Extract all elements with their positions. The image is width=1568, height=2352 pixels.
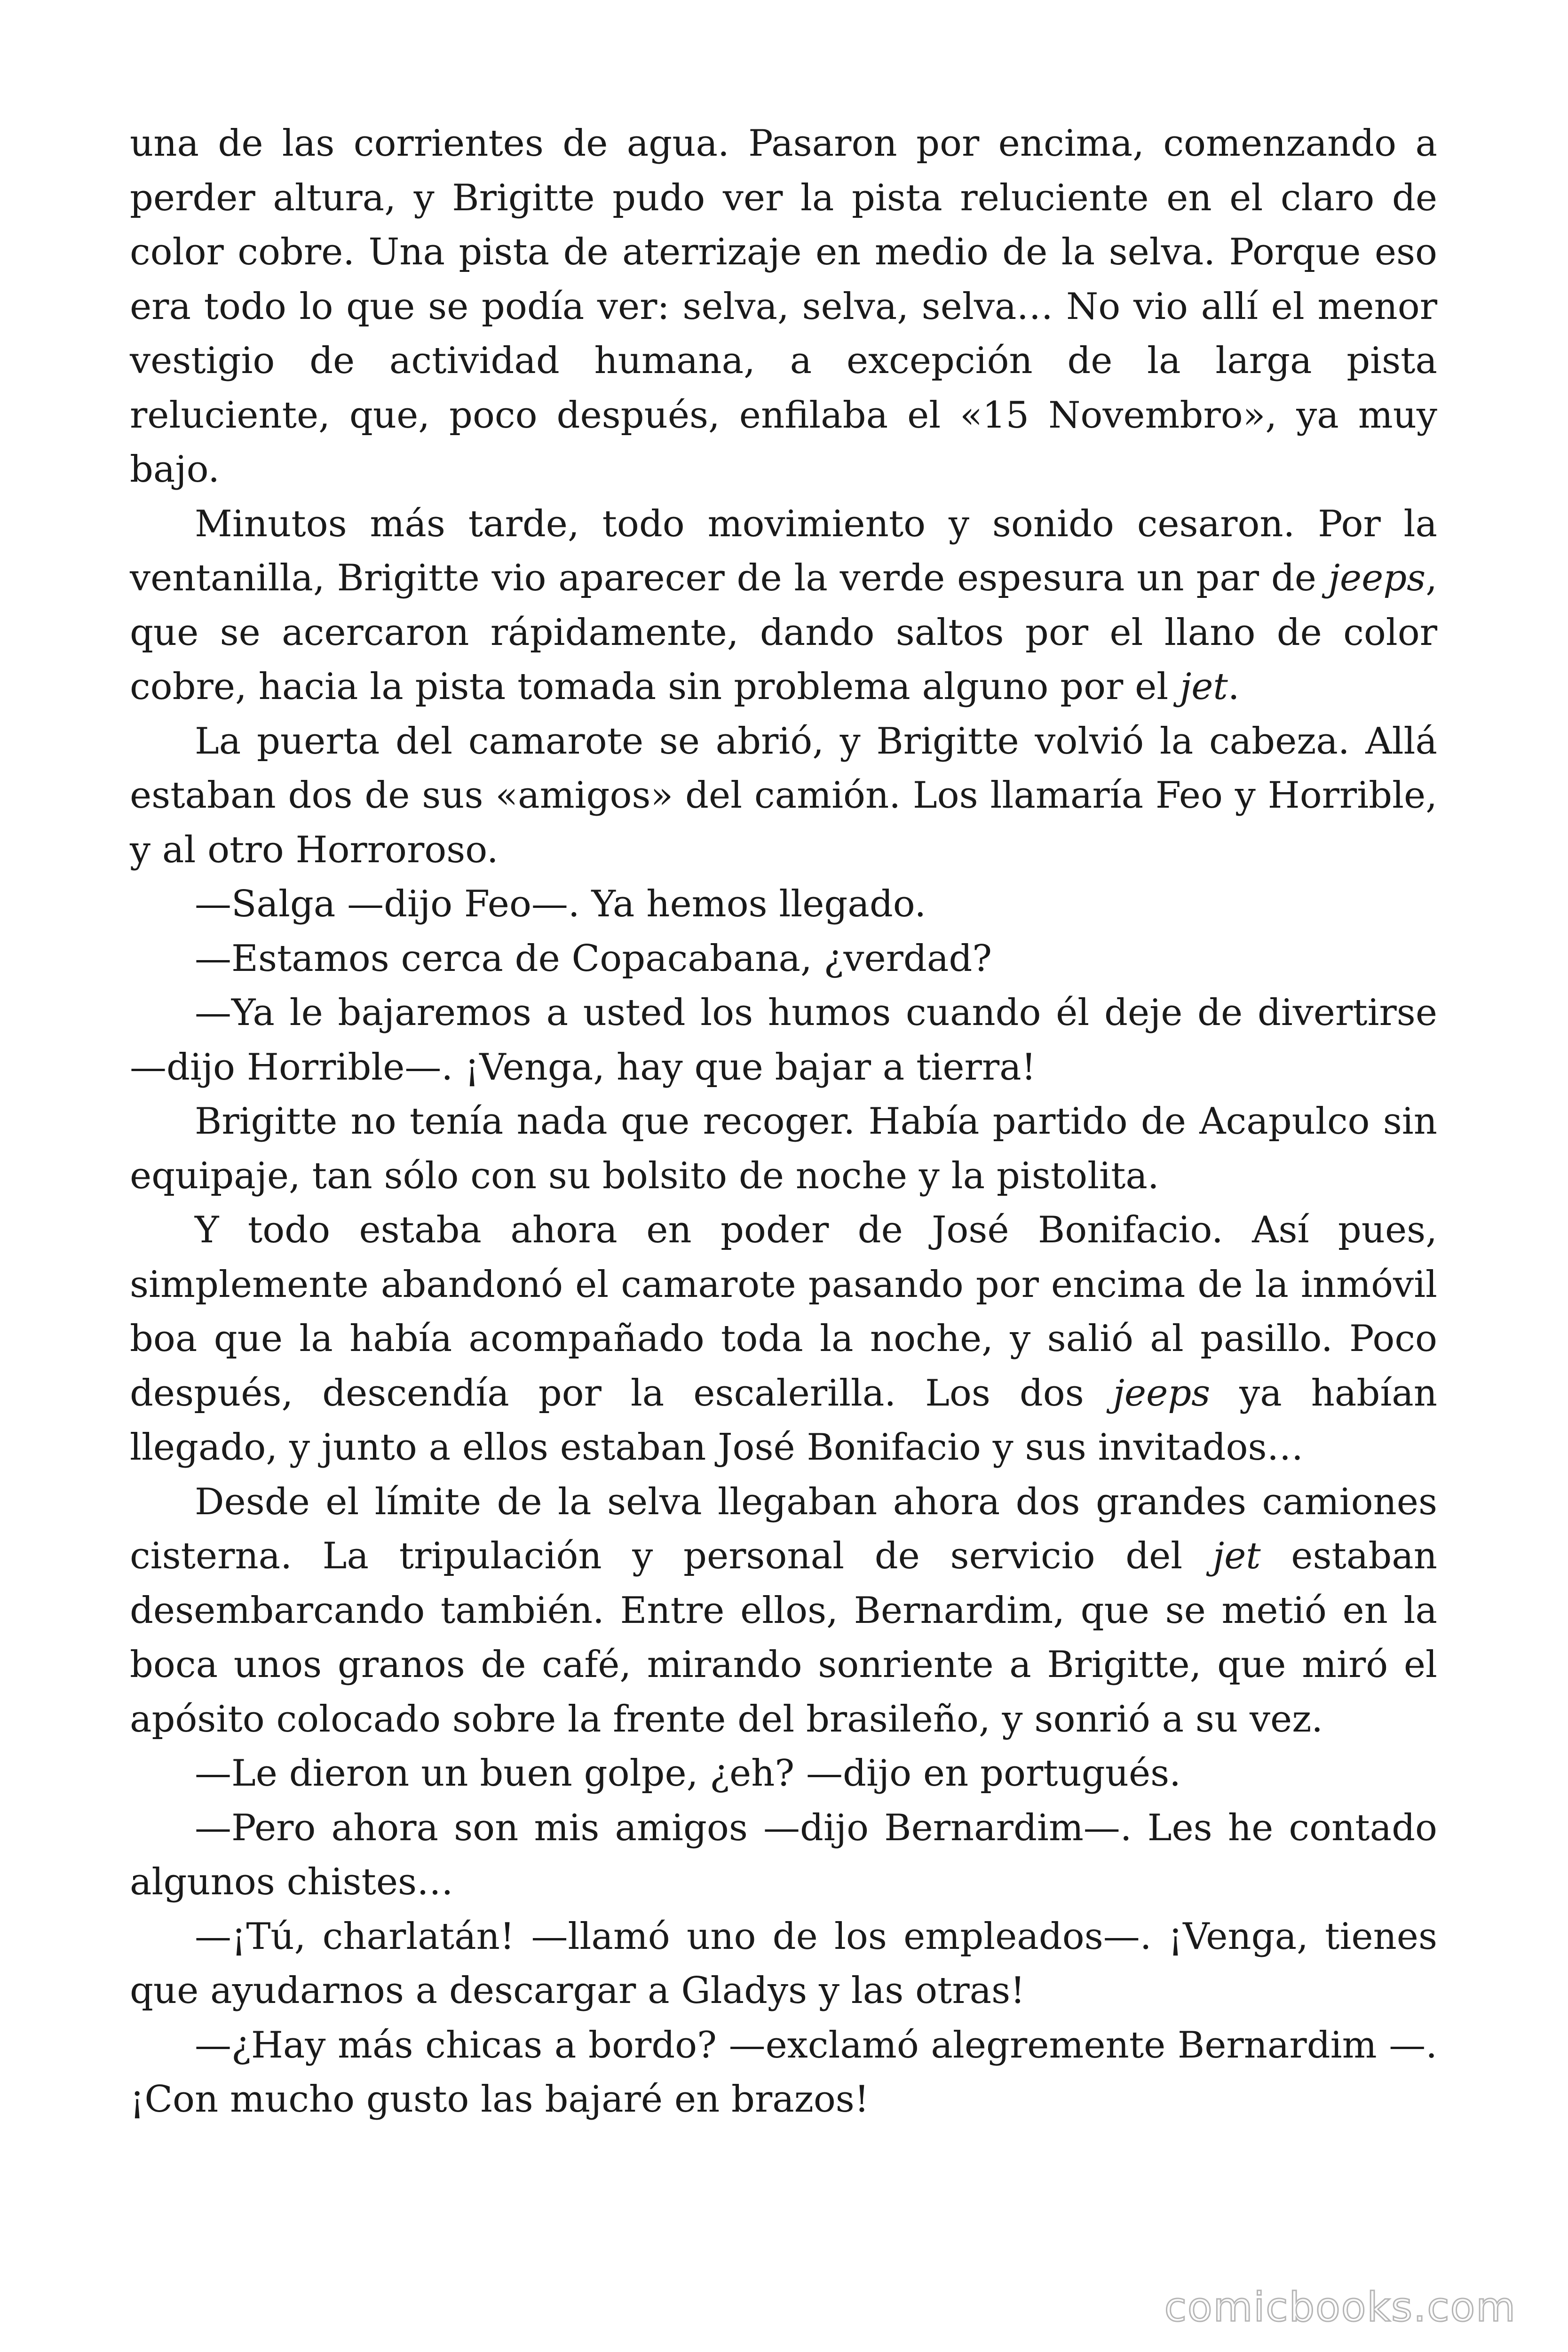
paragraph-7 (130, 1095, 1437, 1203)
text-run: . (1227, 666, 1240, 708)
text-run: , que se acercaron rápidamente, dando saltos por el llano de color cobre, hacia la pista tomada sin problema alguno por el (130, 557, 1437, 708)
italic-run: jet (1212, 1535, 1261, 1577)
paragraph-8 (130, 1203, 1437, 1475)
paragraph-1 (130, 117, 1437, 497)
text-run: La puerta del camarote se abrió, y Brigitte volvió la cabeza. Allá estaban dos de sus «amigos» del camión. Los llamaría Feo y Horrible, y al otro Horroroso. (130, 720, 1437, 871)
paragraph-2 (130, 497, 1437, 715)
text-run: —Salga —dijo Feo—. Ya hemos llegado. (195, 883, 927, 925)
text-run: —Le dieron un buen golpe, ¿eh? —dijo en portugués. (195, 1752, 1181, 1795)
paragraph-4 (130, 877, 1437, 932)
paragraph-13 (130, 2018, 1437, 2127)
text-run: una de las corrientes de agua. Pasaron por encima, comenzando a perder altura, y Brigitte pudo ver la pista reluciente en el claro de color cobre. Una pista de aterrizaje en medio de la selva. Porque eso era todo lo que se podía ver: selva, selva, selva… No vio allí el menor vestigio de actividad humana, a excepción de la larga pista reluciente, que, poco después, enfilaba el «15 Novembro», ya muy bajo. (130, 122, 1437, 491)
text-run: Y todo estaba ahora en poder de José Bonifacio. Así pues, simplemente abandonó el camarote pasando por encima de la inmóvil boa que la había acompañado toda la noche, y salió al pasillo. Poco después, descendía por la escalerilla. Los dos (130, 1209, 1437, 1414)
watermark: comicbooks.com (1164, 2284, 1516, 2331)
text-run: —¿Hay más chicas a bordo? —exclamó alegremente Bernardim —. ¡Con mucho gusto las bajaré en brazos! (130, 2024, 1437, 2121)
paragraph-6 (130, 986, 1437, 1095)
text-run: Brigitte no tenía nada que recoger. Había partido de Acapulco sin equipaje, tan sólo con su bolsito de noche y la pistolita. (130, 1100, 1437, 1197)
text-run: —Pero ahora son mis amigos —dijo Bernardim—. Les he contado algunos chistes… (130, 1806, 1437, 1903)
italic-run: jet (1180, 666, 1228, 708)
text-run: ya habían llegado, y junto a ellos estaban José Bonifacio y sus invitados… (130, 1372, 1438, 1469)
paragraph-10 (130, 1747, 1437, 1801)
text-run: estaban desembarcando también. Entre ellos, Bernardim, que se metió en la boca unos granos de café, mirando sonriente a Brigitte, que miró el apósito colocado sobre la frente del brasileño, y sonrió a su vez. (130, 1535, 1437, 1740)
text-run: —¡Tú, charlatán! —llamó uno de los empleados—. ¡Venga, tienes que ayudarnos a descargar a Gladys y las otras! (130, 1915, 1437, 2012)
text-run: —Ya le bajaremos a usted los humos cuando él deje de divertirse —dijo Horrible—. ¡Venga, hay que bajar a tierra! (130, 992, 1437, 1089)
paragraph-3 (130, 715, 1437, 878)
text-run: —Estamos cerca de Copacabana, ¿verdad? (195, 937, 992, 980)
paragraph-9 (130, 1475, 1437, 1747)
body-text (130, 117, 1437, 2127)
text-run: Desde el límite de la selva llegaban ahora dos grandes camiones cisterna. La tripulación y personal de servicio del (130, 1480, 1437, 1577)
italic-run: jeeps (1113, 1372, 1211, 1414)
paragraph-11 (130, 1801, 1437, 1910)
paragraph-12 (130, 1910, 1437, 2018)
italic-run: jeeps (1328, 557, 1426, 599)
text-run: Minutos más tarde, todo movimiento y sonido cesaron. Por la ventanilla, Brigitte vio aparecer de la verde espesura un par de (130, 502, 1437, 599)
paragraph-5 (130, 932, 1437, 986)
